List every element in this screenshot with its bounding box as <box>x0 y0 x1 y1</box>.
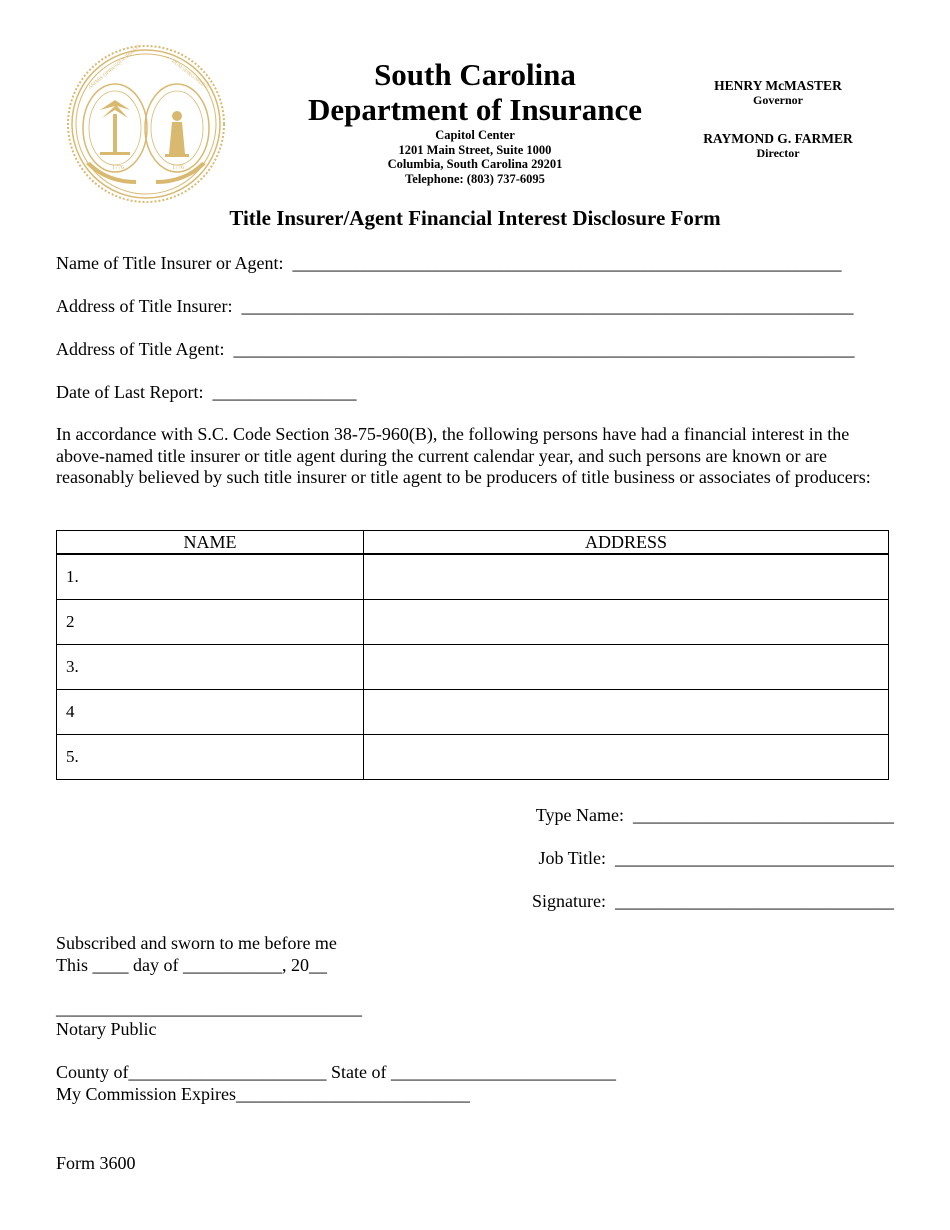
address-cell[interactable] <box>364 554 889 600</box>
job-title-field[interactable]: Job Title: _______________________________ <box>538 848 894 868</box>
table-row <box>57 735 889 780</box>
insurer-or-agent-name-field[interactable]: Name of Title Insurer or Agent: _____________________________________________________________ <box>56 253 842 273</box>
seal-year-right: 1776 <box>172 165 184 171</box>
county-state-field[interactable]: County of______________________ State of _________________________ <box>56 1062 616 1082</box>
table-row <box>57 690 889 735</box>
commission-expires-field[interactable]: My Commission Expires__________________________ <box>56 1084 471 1104</box>
director-title: Director <box>756 146 800 160</box>
form-title: Title Insurer/Agent Financial Interest Disclosure Form <box>229 206 721 230</box>
address-line-4: Telephone: (803) 737-6095 <box>405 171 545 186</box>
notary-signature-line[interactable]: __________________________________ <box>56 998 362 1018</box>
insurer-address-field[interactable]: Address of Title Insurer: ____________________________________________________________________ <box>56 296 854 316</box>
address-column-header: ADDRESS <box>364 531 889 555</box>
address-cell[interactable] <box>364 645 889 690</box>
address-cell[interactable] <box>364 690 889 735</box>
agent-address-field[interactable]: Address of Title Agent: _____________________________________________________________________ <box>56 339 855 359</box>
table-header-row <box>57 531 889 555</box>
department-title-line1: South Carolina <box>374 57 576 92</box>
address-line-3: Columbia, South Carolina 29201 <box>387 157 563 171</box>
address-cell[interactable] <box>364 600 889 645</box>
department-title-line2: Department of Insurance <box>307 92 643 127</box>
table-row <box>57 600 889 645</box>
disclosure-statement: In accordance with S.C. Code Section 38-75-960(B), the following persons have had a financial interest in the above-named title insurer or title agent during the current calendar year, and such persons are known or are reasonably believed by such title insurer or title agent to be producers of title business or associates of producers: <box>56 424 871 487</box>
seal-motto-left: ANIMIS OPIBUSQUE PARATI <box>87 44 142 91</box>
notary-public-label: Notary Public <box>56 1019 157 1039</box>
director-name: RAYMOND G. FARMER <box>703 131 853 146</box>
address-line-1: Capitol Center <box>435 128 515 142</box>
sworn-statement-line1: Subscribed and sworn to me before me <box>56 933 337 953</box>
address-cell[interactable] <box>364 735 889 780</box>
type-name-field[interactable]: Type Name: _____________________________ <box>535 805 894 825</box>
name-cell[interactable]: 5. <box>57 735 364 780</box>
financial-interest-table <box>56 530 889 780</box>
name-column-header: NAME <box>57 531 364 555</box>
governor-block <box>668 78 888 107</box>
form-number: Form 3600 <box>56 1153 136 1173</box>
sworn-statement-line2[interactable]: This ____ day of ___________, 20__ <box>56 955 327 975</box>
seal-motto-right: DUM SPIRO SPERO <box>170 59 209 91</box>
state-seal-icon <box>66 44 226 204</box>
seal-year-left: 1776 <box>112 165 124 171</box>
name-cell[interactable]: 3. <box>57 645 364 690</box>
last-report-date-field[interactable]: Date of Last Report: ________________ <box>56 382 357 402</box>
department-address <box>290 128 660 186</box>
table-row <box>57 645 889 690</box>
table-row <box>57 554 889 600</box>
name-cell[interactable]: 4 <box>57 690 364 735</box>
name-cell[interactable]: 2 <box>57 600 364 645</box>
governor-title: Governor <box>753 93 803 107</box>
director-block <box>668 131 888 160</box>
signature-field[interactable]: Signature: _______________________________ <box>532 891 894 911</box>
address-line-2: 1201 Main Street, Suite 1000 <box>398 142 552 157</box>
name-cell[interactable]: 1. <box>57 554 364 600</box>
governor-name: HENRY McMASTER <box>714 78 842 93</box>
